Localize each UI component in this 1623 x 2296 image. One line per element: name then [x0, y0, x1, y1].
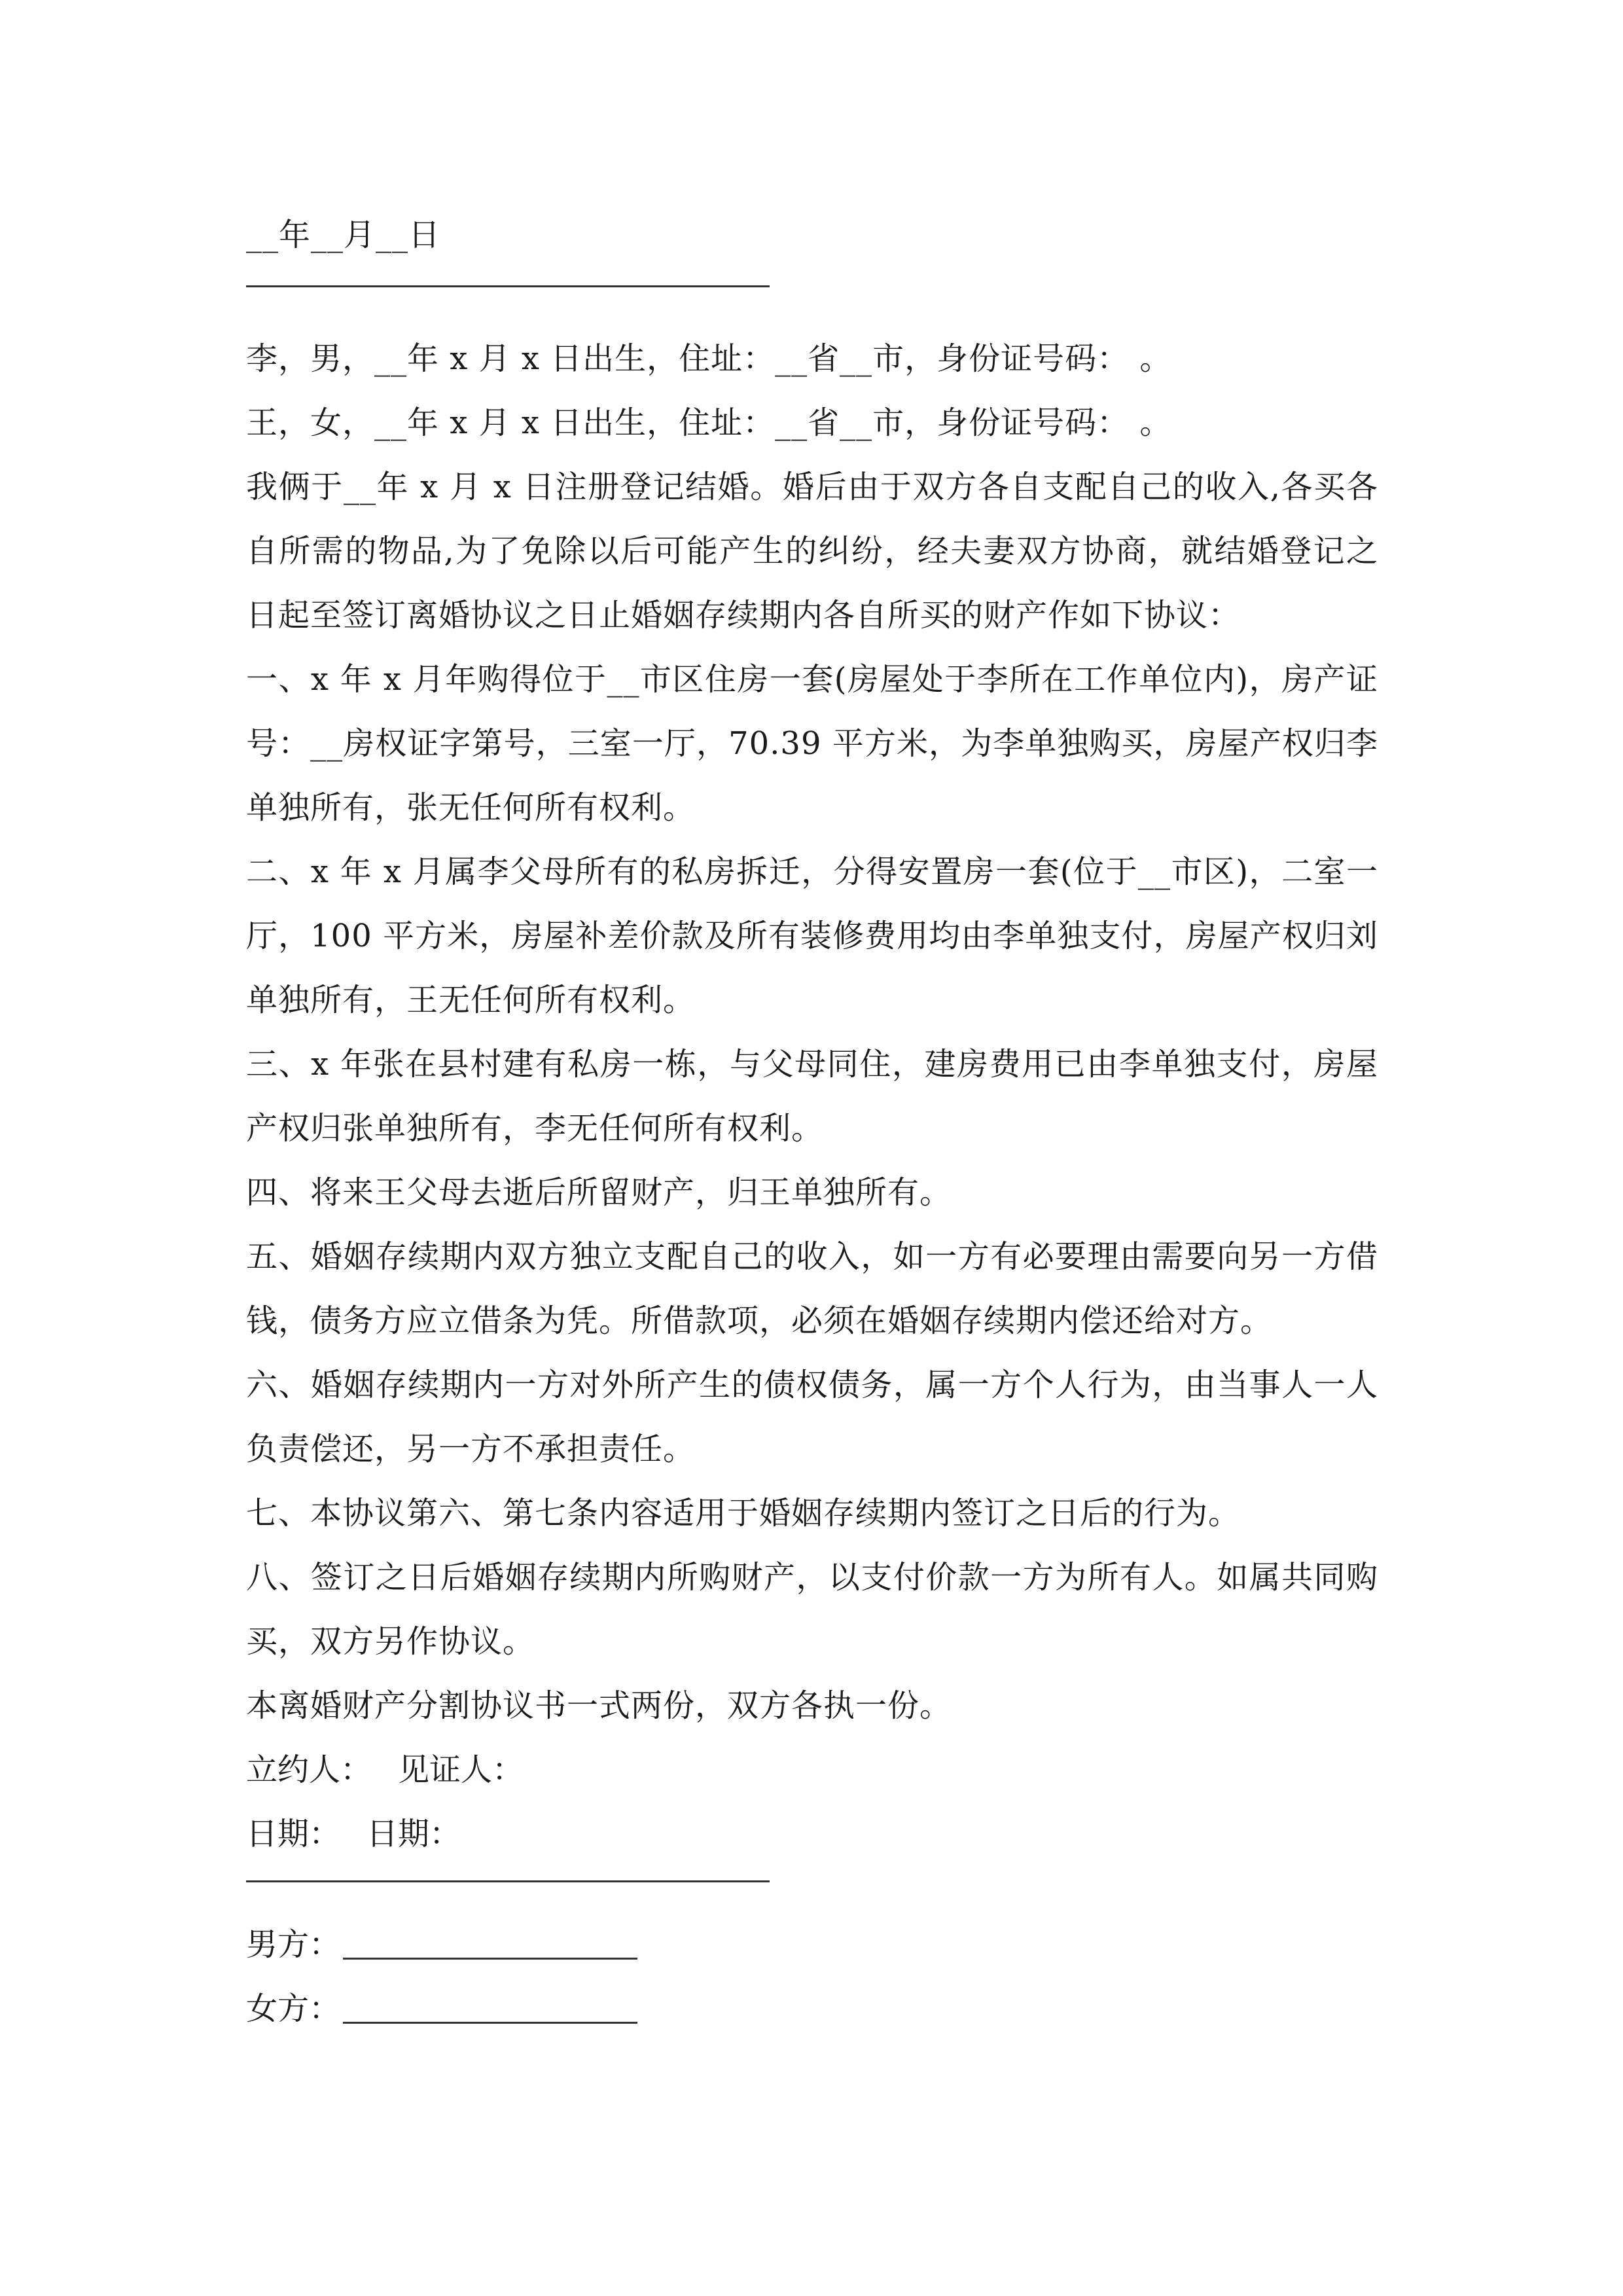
- witness-label: 见证人：: [398, 1751, 524, 1788]
- female-signature-row: [246, 1977, 1378, 2041]
- date-row: [246, 1802, 1378, 1866]
- closing-paragraph: 本离婚财产分割协议书一式两份，双方各执一份。: [246, 1687, 952, 1724]
- date-label-2: 日期：: [366, 1816, 461, 1852]
- party-man: 李，男，__年 x 月 x 日出生，住址：__省__市，身份证号码： 。: [246, 340, 1172, 377]
- clause-2: 二、x 年 x 月属李父母所有的私房拆迁，分得安置房一套(位于__市区)，二室一厅，100 平方米，房屋补差价款及所有装修费用均由李单独支付，房屋产权归刘单独所有，王无任何所有权利。: [246, 853, 1378, 1018]
- date-line: __年__月__日: [246, 217, 441, 253]
- clause-3: 三、x 年张在县村建有私房一栋，与父母同住，建房费用已由李单独支付，房屋产权归张单独所有，李无任何所有权利。: [246, 1046, 1378, 1147]
- clause-1: 一、x 年 x 月年购得位于__市区住房一套(房屋处于李所在工作单位内)，房产证号：__房权证字第号，三室一厅，70.39 平方米，为李单独购买，房屋产权归李单独所有，张无任何所有权利。: [246, 661, 1378, 826]
- clause-8: 八、签订之日后婚姻存续期内所购财产，以支付价款一方为所有人。如属共同购买，双方另作协议。: [246, 1559, 1378, 1660]
- female-label: 女方：: [246, 1990, 341, 2027]
- clause-5: 五、婚姻存续期内双方独立支配自己的收入，如一方有必要理由需要向另一方借钱，债务方应立借条为凭。所借款项，必须在婚姻存续期内偿还给对方。: [246, 1238, 1378, 1339]
- female-signature-line[interactable]: [343, 1989, 637, 2024]
- clause-7: 七、本协议第六、第七条内容适用于婚姻存续期内签订之日后的行为。: [246, 1495, 1241, 1532]
- party-label: 立约人：: [246, 1751, 372, 1788]
- male-signature-row: [246, 1912, 1378, 1977]
- intro-paragraph: 我俩于__年 x 月 x 日注册登记结婚。婚后由于双方各自支配自己的收入,各买各自所需的物品,为了免除以后可能产生的纠纷，经夫妻双方协商，就结婚登记之日起至签订离婚协议之日止婚姻存续期内各自所买的财产作如下协议：: [246, 469, 1378, 634]
- male-label: 男方：: [246, 1926, 341, 1963]
- party-woman: 王，女，__年 x 月 x 日出生，住址：__省__市，身份证号码： 。: [246, 404, 1172, 441]
- male-signature-line[interactable]: [343, 1925, 637, 1960]
- date-label-1: 日期：: [246, 1816, 341, 1852]
- document-page: [246, 203, 1378, 2041]
- clause-6: 六、婚姻存续期内一方对外所产生的债权债务，属一方个人行为，由当事人一人负责偿还，另一方不承担责任。: [246, 1367, 1378, 1467]
- signatory-row: [246, 1738, 1378, 1802]
- clause-4: 四、将来王父母去逝后所留财产，归王单独所有。: [246, 1174, 952, 1211]
